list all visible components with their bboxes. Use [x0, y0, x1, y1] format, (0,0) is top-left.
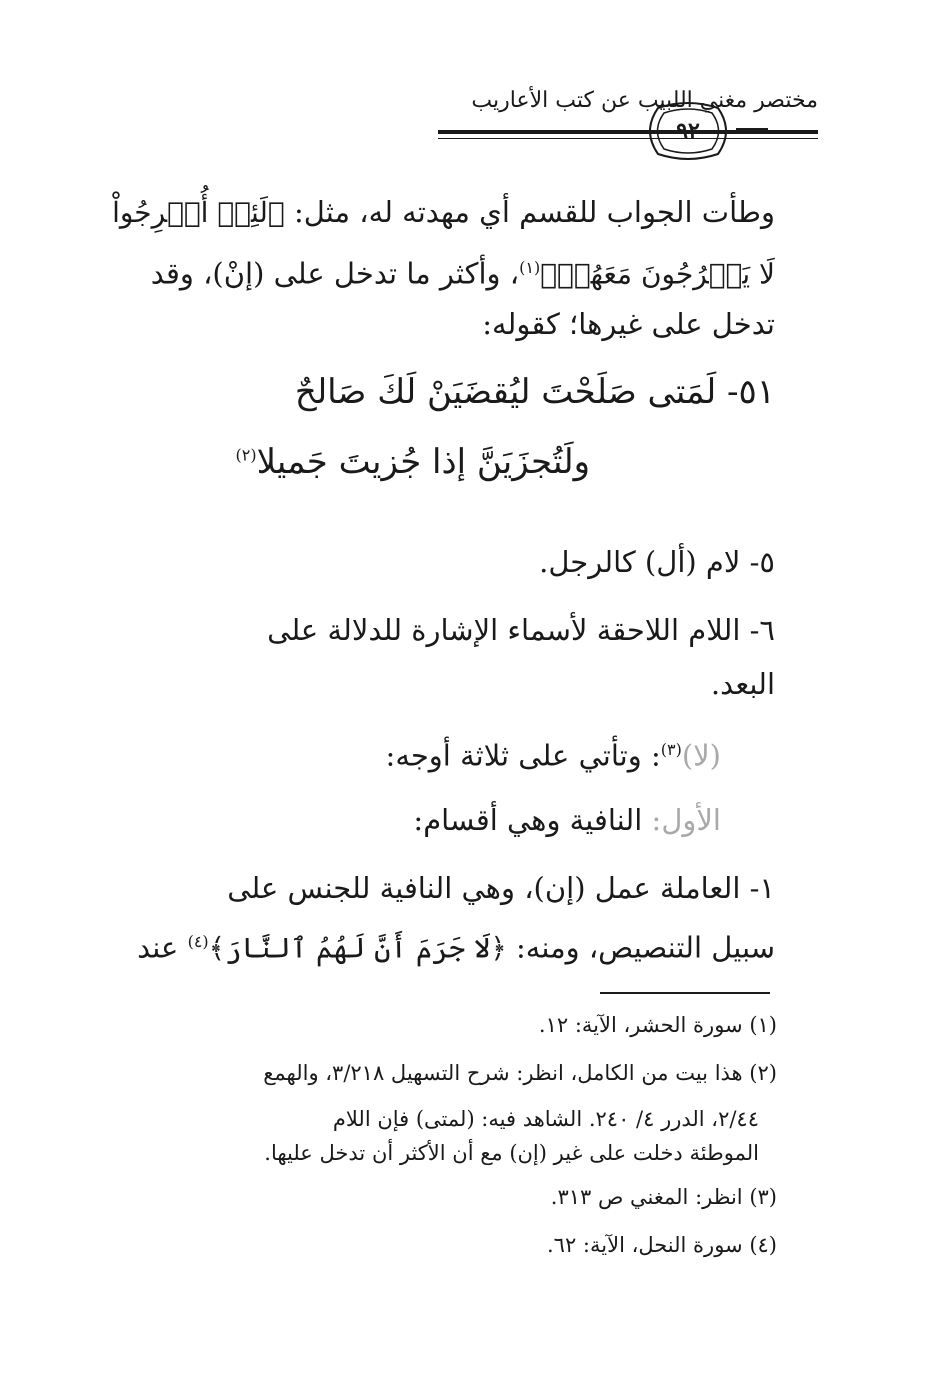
body-text: وطأت الجواب للقسم أي مهدته له، مثل: — [284, 195, 775, 229]
heading-label: الأول: — [651, 803, 721, 837]
footnote: (١) سورة الحشر، الآية: ١٢. — [538, 1013, 777, 1037]
footnote-continuation: الموطئة دخلت على غير (إن) مع أن الأكثر أن تدخل عليها. — [264, 1141, 759, 1165]
heading-label: (لا) — [681, 738, 721, 773]
header-dash — [736, 128, 768, 134]
footnote-ref: (٢) — [235, 445, 257, 465]
verse-line — [236, 442, 591, 482]
list-item: ١- العاملة عمل (إن)، وهي النافية للجنس على — [227, 871, 775, 905]
quran-quote: ﴿لَا جَرَمَ أَنَّ لَهُمُ ٱلنَّارَ﴾ — [208, 931, 507, 965]
list-item: ٥- لام (أل) كالرجل. — [539, 545, 775, 579]
body-text: سبيل التنصيص، ومنه: — [506, 930, 775, 965]
header-rule-thin — [438, 138, 818, 139]
verse-line: ٥١- لَمَتى صَلَحْتَ ليُقضَيَنْ لَكَ صَالحٌ — [294, 372, 775, 412]
list-item-continuation — [137, 922, 775, 969]
footnote-ref: (٤) — [187, 932, 209, 951]
paragraph-line: تدخل على غيرها؛ كقوله: — [482, 307, 775, 341]
paragraph-line — [151, 248, 775, 295]
paragraph-line — [112, 192, 775, 233]
body-text: عند — [137, 930, 188, 965]
footnote: (٤) سورة النحل، الآية: ٦٢. — [546, 1233, 777, 1257]
verse-text: ولَتُجزَيَنَّ إذا جُزيتَ جَميلا — [256, 442, 590, 482]
footnote-ref: (١) — [519, 258, 541, 277]
body-text: النافية وهي أقسام: — [413, 803, 652, 837]
list-item: ٦- اللام اللاحقة لأسماء الإشارة للدلالة على — [267, 613, 775, 647]
quran-quote: ﴿لَئِنۡ أُخۡرِجُواْ — [112, 196, 285, 229]
footnote-separator — [600, 992, 770, 994]
page-number: ٩٢ — [676, 118, 700, 144]
book-title: مختصر مغني اللبيب عن كتب الأعاريب — [471, 88, 818, 113]
list-item-continuation: البعد. — [710, 667, 775, 701]
footnote-ref: (٣) — [660, 740, 682, 759]
footnote: (٢) هذا بيت من الكامل، انظر: شرح التسهيل ٣/٢١٨، والهمع — [263, 1061, 777, 1085]
page-number-ornament — [644, 102, 732, 160]
footnote: (٣) انظر: المغني ص ٣١٣. — [550, 1185, 777, 1209]
running-header — [118, 88, 818, 168]
body-text: ، وأكثر ما تدخل على (إنْ)، وقد — [150, 256, 520, 291]
section-heading — [386, 730, 721, 776]
footnote-continuation: ٢/٤٤، الدرر ٤/ ٢٤٠. الشاهد فيه: (لمتى) فإن اللام — [332, 1107, 759, 1131]
quran-quote: لَا يَخۡرُجُونَ مَعَهُمۡ﴾ — [540, 257, 775, 291]
body-text: : وتأتي على ثلاثة أوجه: — [385, 738, 661, 773]
subsection-heading — [413, 800, 721, 840]
